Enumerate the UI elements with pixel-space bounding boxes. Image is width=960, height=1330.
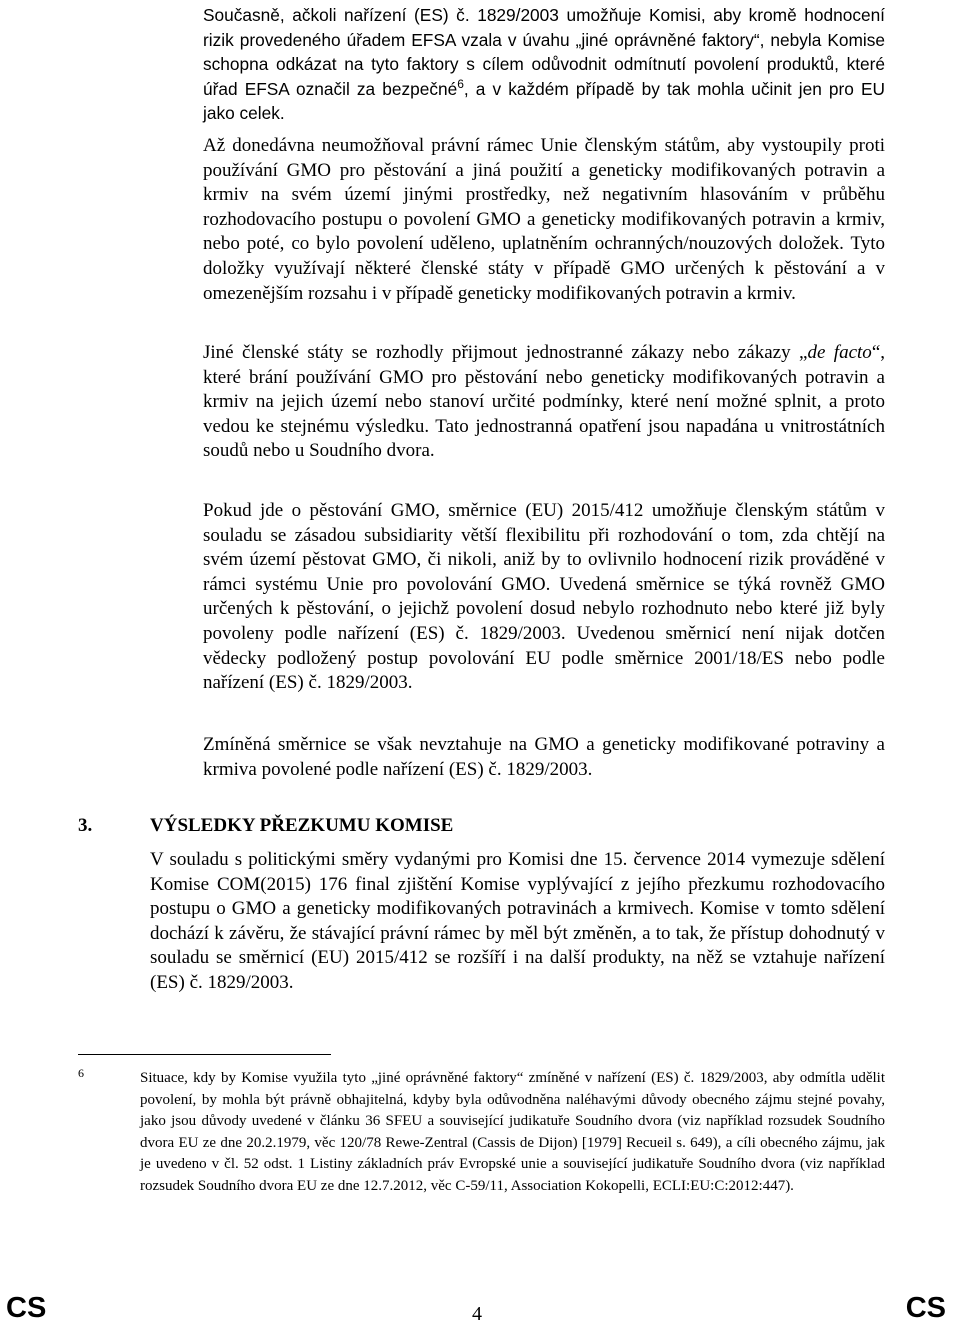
paragraph-text: Jiné členské státy se rozhodly přijmout jednostranné zákazy nebo zákazy „ <box>203 342 808 363</box>
section-number: 3. <box>78 815 93 836</box>
footer-language-left: CS <box>6 1292 47 1324</box>
footer-language-right: CS <box>905 1292 946 1324</box>
paragraph-other-factors <box>203 3 885 126</box>
paragraph-commission-review: V souladu s politickými směry vydanými pro Komisi dne 15. července 2014 vymezuje sdělení Komise COM(2015) 176 final zjištění Komise vyplývající z jejího přezkumu rozhodovacího postupu o GMO a geneticky modifikovaných potravinách a krmivech. Komise v tomto sdělení dochází k závěru, že stávající právní rámec by měl být změněn, a to tak, že přístup dohodnutý v souladu se směrnicí (EU) 2015/412 se rozšíří i na další produkty, na něž se vztahuje nařízení (ES) č. 1829/2003. <box>150 849 885 993</box>
paragraph-legal-framework: Až donedávna neumožňoval právní rámec Unie členským státům, aby vystoupily proti používání GMO pro pěstování a jiná použití a geneticky modifikovaných potravin a krmiv na svém území jinými prostředky, než negativním hlasováním v průběhu rozhodovacího postupu o povolení GMO a geneticky modifikovaných potravin a krmiv, nebo poté, co bylo povolení uděleno, uplatněním ochranných/nouzových doložek. Tyto doložky využívají některé členské státy v případě GMO určených k pěstování a v omezenějším rozsahu i v případě geneticky modifikovaných potravin a krmiv. <box>203 135 885 304</box>
footnote-reference[interactable]: 6 <box>457 77 464 92</box>
page-number: 4 <box>472 1303 482 1325</box>
paragraph-text: Současně, ačkoli nařízení (ES) č. 1829/2003 umožňuje Komisi, aby kromě hodnocení rizik provedeného úřadem EFSA vzala v úvahu „jiné oprávněné faktory“, nebyla Komise schopna odkázat na tyto faktory s cílem odůvodnit odmítnutí povolení produktů, které úřad EFSA označil za bezpečné <box>203 5 885 99</box>
footnote-text: Situace, kdy by Komise využila tyto „jiné oprávněné faktory“ zmíněné v nařízení (ES) č. 1829/2003, aby odmítla udělit povolení, by mohla být právně obhajitelná, kdyby byla odůvodněna naléhavými důvody obecného zájmu stejné povahy, jako jsou důvody uvedené v článku 36 SFEU a související judikatuře Soudního dvora (viz například rozsudek Soudního dvora EU ze dne 20.2.1979, věc 120/78 Rewe-Zentral (Cassis de Dijon) [1979] Recueil s. 649), a cíli obecného zájmu, jak je uvedeno v čl. 52 odst. 1 Listiny základních práv Evropské unie a související judikatuře Soudního dvora (viz například rozsudek Soudního dvora EU ze dne 12.7.2012, věc C-59/11, Association Kokopelli, ECLI:EU:C:2012:447). <box>140 1070 885 1194</box>
italic-term: de facto <box>807 342 872 363</box>
section-title: VÝSLEDKY PŘEZKUMU KOMISE <box>150 815 454 836</box>
paragraph-unilateral-bans <box>203 341 885 464</box>
section-heading <box>78 813 885 839</box>
paragraph-text-tail: “, které brání používání GMO pro pěstování nebo geneticky modifikovaných potravin a krmiv na jejich území nebo stanoví určité podmínky, které není možné splnit, a proto vedou ke stejnému výsledku. Tato jednostranná opatření jsou napadána u vnitrostátních soudů nebo u Soudního dvora. <box>203 342 885 462</box>
paragraph-text-tail: , a v každém případě by tak mohla učinit jen pro EU jako celek. <box>203 78 886 124</box>
footnote-divider <box>78 1054 331 1055</box>
paragraph-directive-scope: Zmíněná směrnice se však nevztahuje na GMO a geneticky modifikované potraviny a krmiva povolené podle nařízení (ES) č. 1829/2003. <box>203 734 885 780</box>
footnote-number: 6 <box>78 1066 84 1080</box>
paragraph-directive-cultivation: Pokud jde o pěstování GMO, směrnice (EU) 2015/412 umožňuje členským státům v souladu se zásadou subsidiarity větší flexibilitu při rozhodování o tom, zda chtějí na svém území pěstovat GMO, či nikoli, aniž by to ovlivnilo hodnocení rizik prováděné v rámci systému Unie pro povolování GMO. Uvedená směrnice se týká rovněž GMO určených k pěstování, o jejichž povolení dosud nebylo rozhodnuto nebo které již byly povoleny podle nařízení (ES) č. 1829/2003. Uvedenou směrnicí není nijak dotčen vědecky podložený postup povolování EU podle směrnice 2001/18/ES nebo podle nařízení (ES) č. 1829/2003. <box>203 500 885 694</box>
